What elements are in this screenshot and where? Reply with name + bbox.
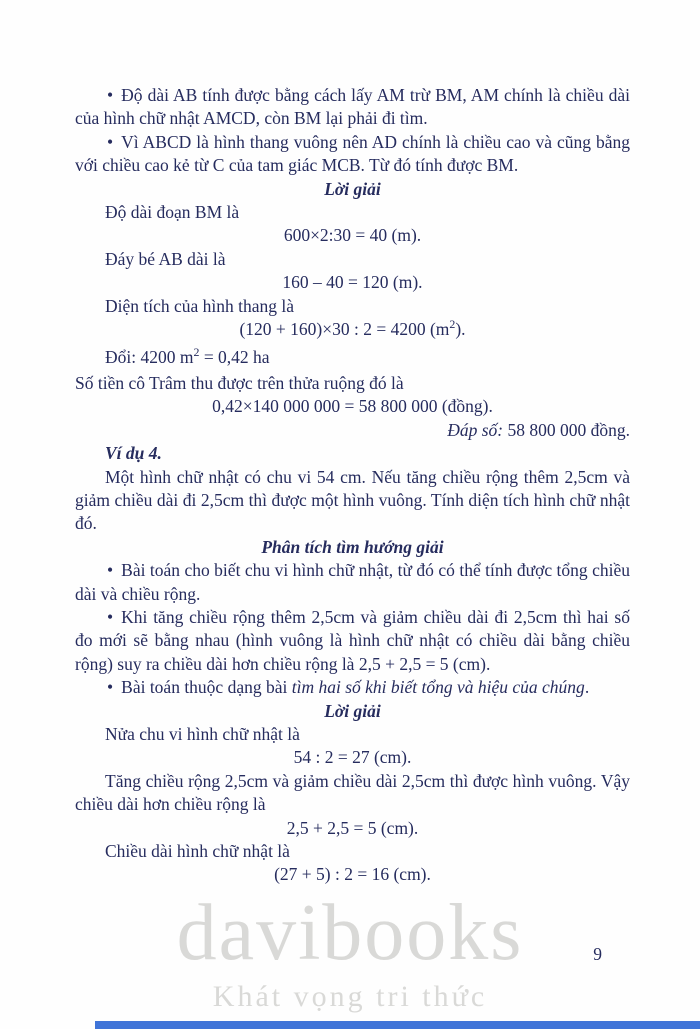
bullet-paragraph	[75, 559, 630, 606]
bullet-paragraph	[75, 84, 630, 131]
bullet-icon: •	[107, 677, 114, 698]
formula-line: 600×2:30 = 40 (m).	[283, 225, 422, 246]
paragraph-text: Vì ABCD là hình thang vuông nên AD chính là chiều cao và cũng bằng với chiều cao kẻ từ C của tam giác MCB. Từ đó tính được BM.	[75, 131, 630, 176]
solution-heading: Lời giải	[324, 178, 381, 199]
formula-text: ).	[455, 319, 466, 340]
example-heading: Ví dụ 4.	[105, 443, 162, 464]
formula-line	[75, 318, 630, 341]
paragraph-text: Bài toán thuộc dạng bài	[121, 677, 292, 698]
watermark-brand: davibooks	[176, 889, 524, 977]
paragraph-text-italic: tìm hai số khi biết tổng và hiệu của chúng	[291, 677, 585, 698]
step-label: Đáy bé AB dài là	[105, 248, 226, 269]
paragraph-text: .	[584, 677, 590, 698]
watermark-slogan: Khát vọng tri thức	[212, 980, 488, 1013]
statement-paragraph: Một hình chữ nhật có chu vi 54 cm. Nếu tăng chiều rộng thêm 2,5cm và giảm chiều dài đi 2,5cm thì được một hình vuông. Tính diện tích hình chữ nhật đó.	[75, 466, 630, 534]
formula-line: 0,42×140 000 000 = 58 800 000 (đồng).	[212, 396, 493, 417]
superscript: 2	[449, 317, 456, 332]
step-label: Độ dài đoạn BM là	[105, 202, 240, 223]
bullet-icon: •	[107, 131, 114, 152]
conversion-line	[75, 346, 630, 369]
formula-text: (120 + 160)×30 : 2 = 4200 (m	[239, 319, 450, 340]
step-label: Chiều dài hình chữ nhật là	[105, 841, 290, 861]
solution-heading: Lời giải	[324, 700, 381, 721]
formula-line: 160 – 40 = 120 (m).	[282, 272, 423, 293]
answer-label: Đáp số:	[447, 419, 504, 440]
bullet-paragraph	[75, 676, 630, 699]
paragraph-text: Khi tăng chiều rộng thêm 2,5cm và giảm chiều dài đi 2,5cm thì hai số đo mới sẽ bằng nhau (hình vuông là hình chữ nhật có chiều dài bằng chiều rộng) suy ra chiều dài hơn chiều rộng là 2,5 + 2,5 = 5 (cm).	[75, 606, 630, 674]
answer-line	[75, 419, 630, 442]
bullet-icon: •	[107, 85, 114, 105]
analysis-heading: Phân tích tìm hướng giải	[261, 536, 444, 557]
formula-line: 2,5 + 2,5 = 5 (cm).	[286, 817, 419, 838]
bullet-icon: •	[107, 560, 114, 581]
superscript: 2	[193, 345, 200, 360]
step-paragraph: Tăng chiều rộng 2,5cm và giảm chiều dài 2,5cm thì được hình vuông. Vậy chiều dài hơn chiều rộng là	[75, 770, 630, 815]
step-label: Số tiền cô Trâm thu được trên thửa ruộng đó là	[75, 372, 404, 393]
bullet-icon: •	[107, 606, 114, 627]
step-label: Diện tích của hình thang là	[105, 295, 295, 316]
formula-line: 54 : 2 = 27 (cm).	[293, 747, 412, 768]
formula-line: (27 + 5) : 2 = 16 (cm).	[274, 864, 431, 885]
paragraph-text: Bài toán cho biết chu vi hình chữ nhật, từ đó có thể tính được tổng chiều dài và chiều rộng.	[75, 560, 630, 604]
conversion-text: Đổi: 4200 m	[105, 347, 194, 368]
page-number: 9	[593, 944, 602, 964]
conversion-text: = 0,42 ha	[199, 347, 270, 368]
bullet-paragraph	[75, 131, 630, 178]
footer-accent-bar	[95, 1021, 700, 1029]
page-content	[75, 84, 630, 887]
bullet-paragraph	[75, 606, 630, 676]
answer-value: 58 800 000 đồng.	[507, 419, 630, 440]
step-label: Nửa chu vi hình chữ nhật là	[105, 723, 300, 744]
paragraph-text: Độ dài AB tính được bằng cách lấy AM trừ BM, AM chính là chiều dài của hình chữ nhật AMCD, còn BM lại phải đi tìm.	[75, 85, 630, 129]
